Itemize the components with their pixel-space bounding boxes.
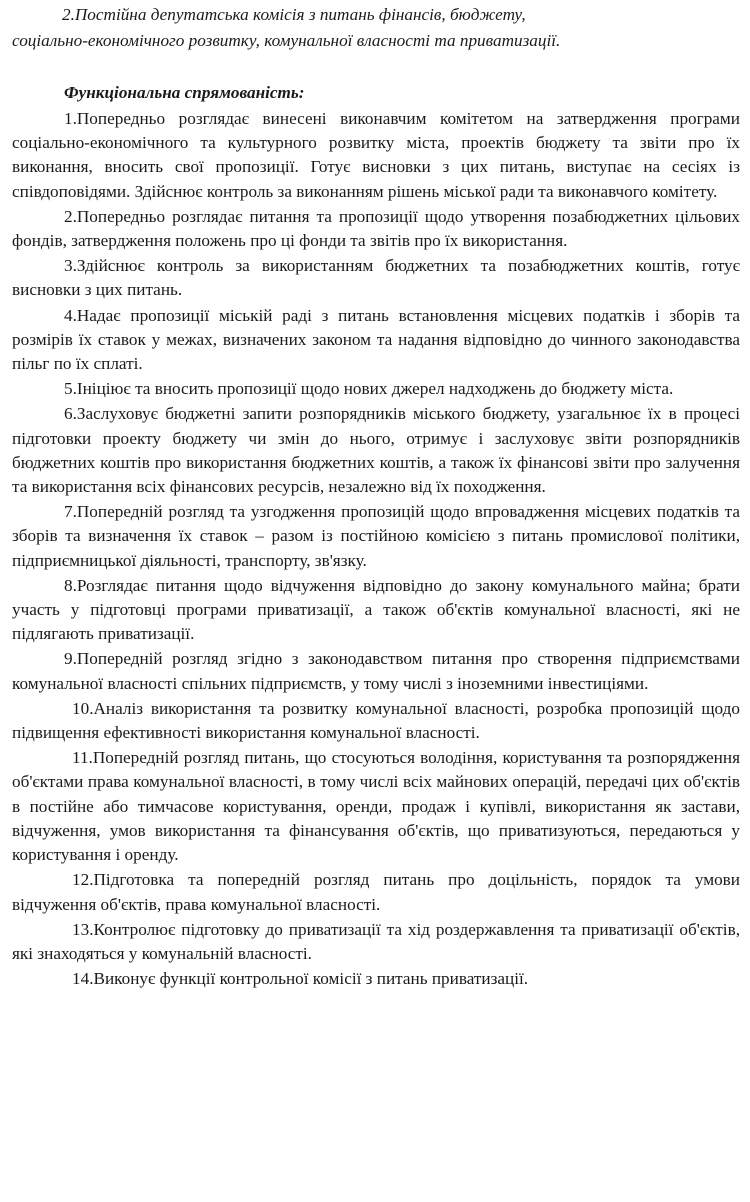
list-item-5: 5.Ініціює та вносить пропозиції щодо нових джерел надходжень до бюджету міста. (64, 379, 674, 399)
list-item-6: 6.Заслуховує бюджетні запити розпорядників міського бюджету, узагальнює їх в процесі підготовки проекту бюджету чи змін до нього, отримує і заслуховує звіти розпорядників бюджетних коштів про використання бюджетних коштів, а також їх фінансові звіти про залучення та використання всіх фінансових ресурсів, незалежно від їх походження. (12, 404, 740, 497)
list-item-9: 9.Попередній розгляд згідно з законодавством питання про створення підприємствами комунальної власності спільних підприємств, у тому числі з іноземними інвестиціями. (12, 649, 740, 693)
section-title: Функціональна спрямованість: (64, 83, 305, 102)
list-item-3: 3.Здійснює контроль за використанням бюджетних та позабюджетних коштів, готує висновки з цих питань. (12, 256, 740, 300)
list-item-13: 13.Контролює підготовку до приватизації та хід роздержавлення та приватизації об'єктів, які знаходяться у комунальній власності. (12, 919, 740, 963)
committee-heading (12, 2, 740, 54)
committee-heading-line-1: 2.Постійна депутатська комісія з питань фінансів, бюджету, (62, 5, 526, 24)
list-item-1: 1.Попередньо розглядає винесені виконавчим комітетом на затвердження програми соціально-економічного та культурного розвитку міста, проектів бюджету та звіти про їх виконання, вносить свої пропозиції. Готує висновки з цих питань, виступає на сесіях із співдоповідями. Здійснює контроль за виконанням рішень міської ради та виконавчого комітету. (12, 109, 740, 201)
list-item-11: 11.Попередній розгляд питань, що стосуються володіння, користування та розпорядження об'єктами права комунальної власності, в тому числі всіх майнових операцій, передачі цих об'єктів в постійне або тимчасове користування, оренди, продаж і купівлі, використання як застави, відчуження, умов використання та фінансування об'єктів, що приватизуються, передаються у користування і оренду. (12, 748, 740, 865)
list-item-4: 4.Надає пропозиції міській раді з питань встановлення місцевих податків і зборів та розмірів їх ставок у межах, визначених законом та надання відповідно до чинного законодавства пільг по їх сплаті. (12, 305, 740, 374)
list-item-10: 10.Аналіз використання та розвитку комунальної власності, розробка пропозицій щодо підвищення ефективності використання комунальної власності. (12, 698, 740, 743)
list-item-2: 2.Попередньо розглядає питання та пропозиції щодо утворення позабюджетних цільових фондів, затвердження положень про ці фонди та звітів про їх використання. (12, 206, 740, 251)
list-item-14: 14.Виконує функції контрольної комісії з питань приватизації. (72, 969, 529, 989)
committee-heading-line-2: соціально-економічного розвитку, комунальної власності та приватизації. (12, 31, 561, 50)
list-item-8: 8.Розглядає питання щодо відчуження відповідно до закону комунального майна; брати участь у підготовці програми приватизації, а також об'єктів комунальної власності, які не підлягають приватизації. (12, 575, 740, 644)
list-item-7: 7.Попередній розгляд та узгодження пропозицій щодо впровадження місцевих податків та зборів та визначення їх ставок – разом із постійною комісією з питань промислової політики, підприємницької діяльності, транспорту, зв'язку. (12, 502, 740, 570)
list-item-12: 12.Підготовка та попередній розгляд питань про доцільність, порядок та умови відчуження об'єктів, права комунальної власності. (12, 870, 740, 914)
